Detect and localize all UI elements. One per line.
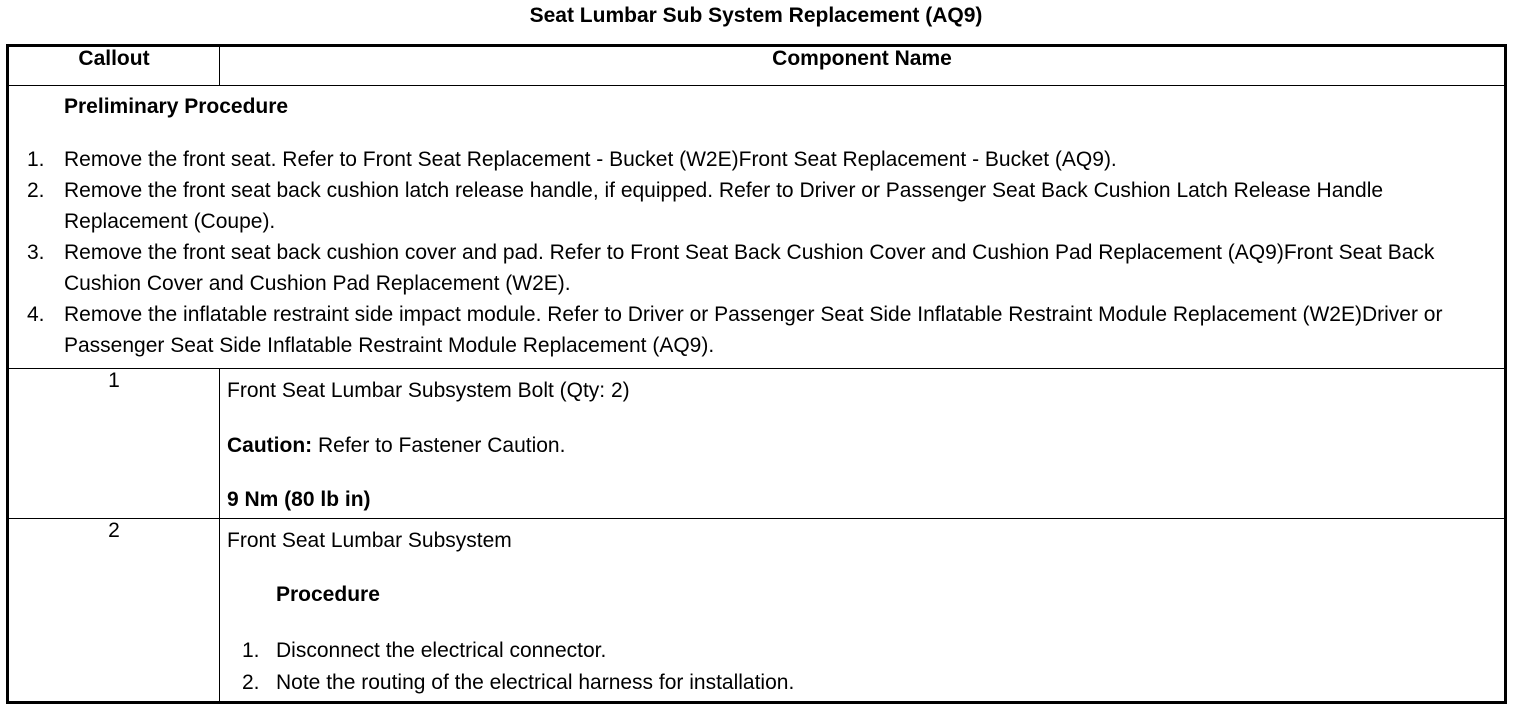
step-number: 2. [27,179,45,202]
callout-cell: 2 [8,519,220,703]
list-item [9,299,1479,361]
list-item [220,667,794,699]
step-text: Note the routing of the electrical harness for installation. [276,671,795,694]
list-item [9,144,1479,175]
component-name: Front Seat Lumbar Subsystem [227,529,512,552]
component-name-column-header: Component Name [220,46,1506,86]
list-item [220,635,794,667]
preliminary-procedure-cell [8,86,1506,369]
table-row [8,519,1506,703]
step-number: 2. [242,671,260,694]
step-number: 3. [27,241,45,264]
step-number: 1. [27,148,45,171]
preliminary-procedure-row [8,86,1506,369]
callout-cell: 1 [8,369,220,519]
torque-spec: 9 Nm (80 lb in) [227,488,371,511]
document-title: Seat Lumbar Sub System Replacement (AQ9) [529,4,983,27]
caution-text: Refer to Fastener Caution. [312,434,566,457]
step-number: 4. [27,303,45,326]
table-row [8,369,1506,519]
component-name: Front Seat Lumbar Subsystem Bolt (Qty: 2) [227,379,630,402]
preliminary-steps-list [9,144,1479,361]
component-cell [220,519,1506,703]
step-number: 1. [242,639,260,662]
preliminary-procedure-heading: Preliminary Procedure [64,95,289,118]
step-text: Remove the front seat back cushion cover and pad. Refer to Front Seat Back Cushion Cover and Cushion Pad Replacement (AQ9)Front Seat Back Cushion Cover and Cushion Pad Replacement (W2E). [64,241,1435,295]
step-text: Remove the front seat. Refer to Front Seat Replacement - Bucket (W2E)Front Seat Replacement - Bucket (AQ9). [64,148,1117,171]
component-table [6,44,1507,704]
step-text: Disconnect the electrical connector. [276,639,607,662]
step-text: Remove the front seat back cushion latch release handle, if equipped. Refer to Driver or Passenger Seat Back Cushion Latch Release Handle Replacement (Coupe). [64,179,1384,233]
caution-label: Caution: [227,434,313,457]
table-header-row [8,46,1506,86]
caution-note [227,432,565,460]
list-item [9,237,1479,299]
callout-column-header: Callout [8,46,220,86]
procedure-heading: Procedure [276,583,380,606]
procedure-steps-list [220,635,794,699]
component-cell [220,369,1506,519]
list-item [9,175,1479,237]
step-text: Remove the inflatable restraint side impact module. Refer to Driver or Passenger Seat Side Inflatable Restraint Module Replacement (W2E)Driver or Passenger Seat Side Inflatable Restraint Module Replacement (AQ9). [64,303,1443,357]
